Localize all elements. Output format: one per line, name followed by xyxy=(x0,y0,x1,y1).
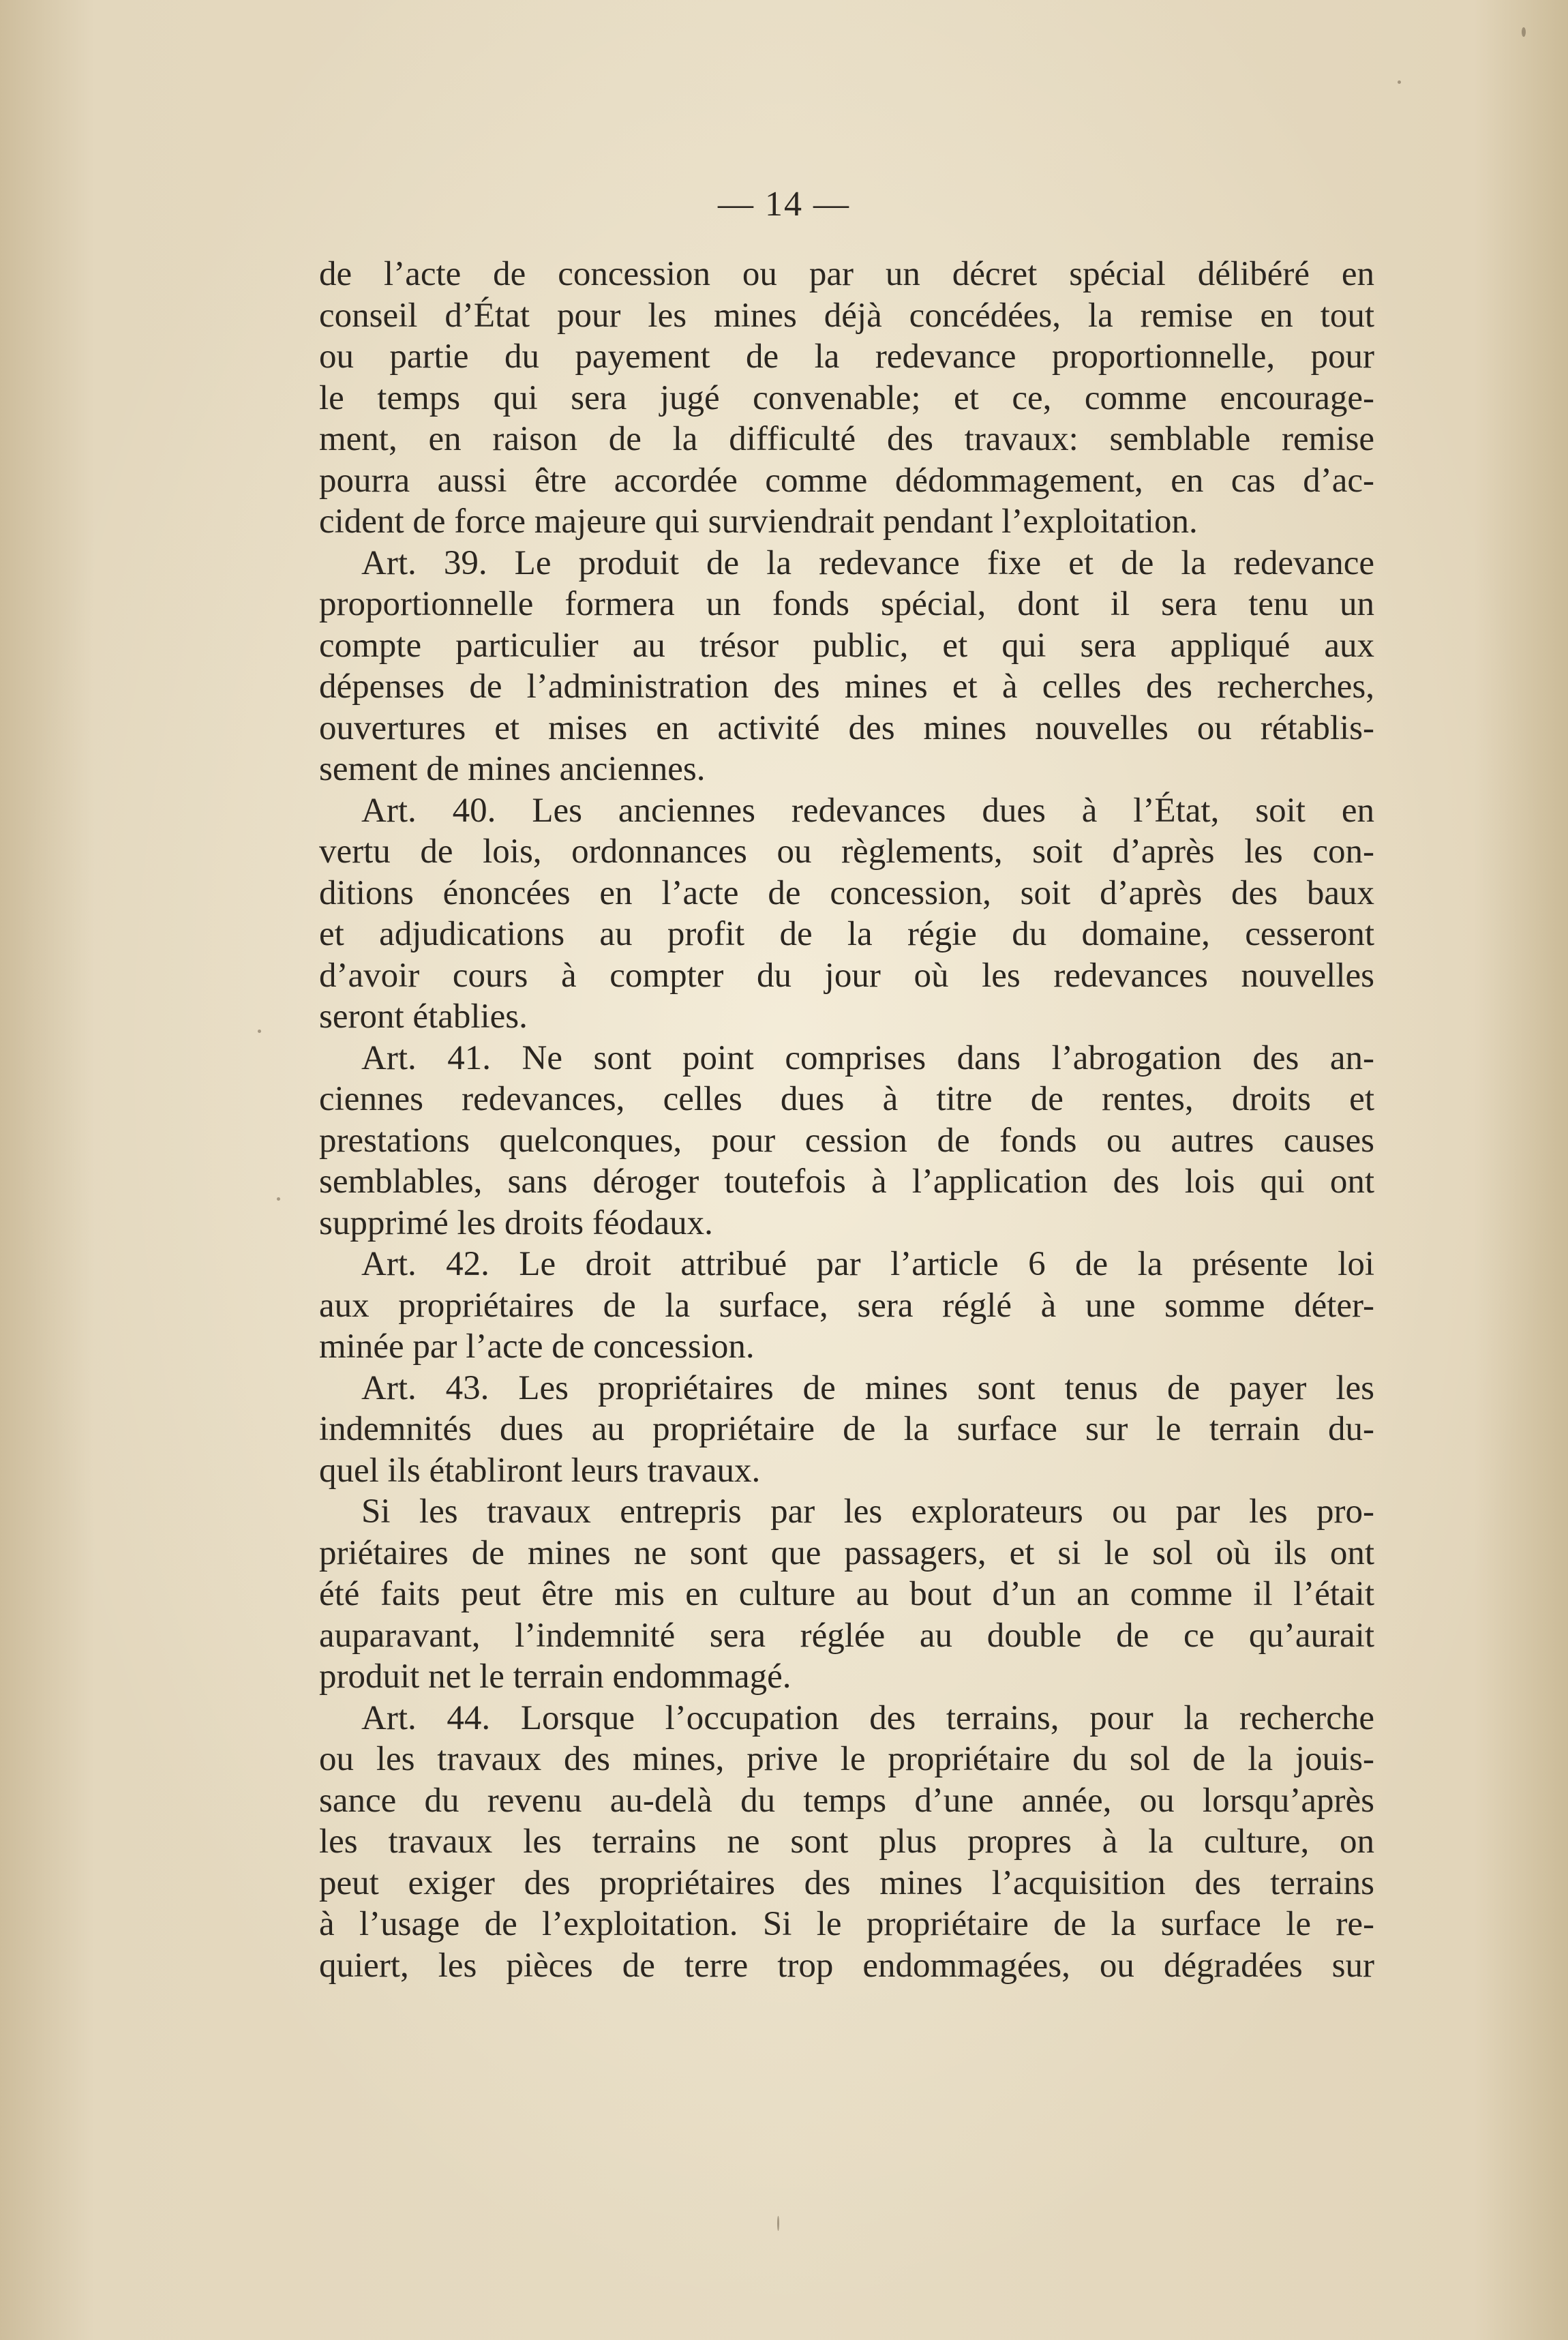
text-line: indemnités dues au propriétaire de la surface sur le terrain du- xyxy=(319,1410,1374,1448)
text-line: semblables, sans déroger toutefois à l’application des lois qui ont xyxy=(319,1162,1374,1201)
text-line: ouvertures et mises en activité des mines nouvelles ou rétablis- xyxy=(319,708,1374,747)
text-line: dépenses de l’administration des mines et à celles des recherches, xyxy=(319,668,1374,706)
text-line: ment, en raison de la difficulté des travaux: semblable remise xyxy=(319,420,1374,458)
text-line: quel ils établiront leurs travaux. xyxy=(319,1451,761,1490)
text-line: sance du revenu au-delà du temps d’une année, ou lorsqu’après xyxy=(319,1781,1374,1820)
paper-speck xyxy=(277,1197,280,1201)
text-line: et adjudications au profit de la régie du domaine, cesseront xyxy=(319,915,1374,953)
text-line: Art. 39. Le produit de la redevance fixe et de la redevance xyxy=(361,543,1374,582)
text-line: compte particulier au trésor public, et qui sera appliqué aux xyxy=(319,626,1374,665)
text-line: ou partie du payement de la redevance proportionnelle, pour xyxy=(319,338,1374,376)
text-line: supprimé les droits féodaux. xyxy=(319,1203,713,1242)
text-line: aux propriétaires de la surface, sera réglé à une somme déter- xyxy=(319,1286,1374,1325)
text-line: vertu de lois, ordonnances ou règlements, soit d’après les con- xyxy=(319,832,1374,871)
text-line: d’avoir cours à compter du jour où les redevances nouvelles xyxy=(319,956,1374,995)
text-line: Si les travaux entrepris par les explorateurs ou par les pro- xyxy=(361,1492,1374,1531)
text-line: été faits peut être mis en culture au bout d’un an comme il l’était xyxy=(319,1575,1374,1613)
text-line: Art. 44. Lorsque l’occupation des terrains, pour la recherche xyxy=(361,1698,1374,1737)
text-line: ditions énoncées en l’acte de concession, soit d’après des baux xyxy=(319,873,1374,912)
text-line: conseil d’État pour les mines déjà concédées, la remise en tout xyxy=(319,296,1374,335)
text-line: produit net le terrain endommagé. xyxy=(319,1657,791,1696)
paper-speck xyxy=(1522,27,1526,37)
text-line: Art. 42. Le droit attribué par l’article 6 de la présente loi xyxy=(361,1245,1374,1283)
paper-speck xyxy=(258,1030,261,1033)
text-line: priétaires de mines ne sont que passagers, et si le sol où ils ont xyxy=(319,1533,1374,1572)
text-line: prestations quelconques, pour cession de fonds ou autres causes xyxy=(319,1121,1374,1160)
text-line: quiert, les pièces de terre trop endommagées, ou dégradées sur xyxy=(319,1946,1374,1985)
paper-speck xyxy=(777,2216,779,2231)
text-line: ciennes redevances, celles dues à titre de rentes, droits et xyxy=(319,1080,1374,1118)
text-line: peut exiger des propriétaires des mines l’acquisition des terrains xyxy=(319,1863,1374,1902)
text-line: auparavant, l’indemnité sera réglée au double de ce qu’aurait xyxy=(319,1616,1374,1655)
page-number: — 14 — xyxy=(718,185,850,224)
text-line: Art. 41. Ne sont point comprises dans l’abrogation des an- xyxy=(361,1038,1374,1077)
text-line: minée par l’acte de concession. xyxy=(319,1328,755,1366)
text-line: le temps qui sera jugé convenable; et ce, comme encourage- xyxy=(319,378,1374,417)
text-line: Art. 43. Les propriétaires de mines sont tenus de payer les xyxy=(361,1368,1374,1407)
paper-speck xyxy=(1398,80,1401,84)
text-line: sement de mines anciennes. xyxy=(319,750,706,788)
text-line: Art. 40. Les anciennes redevances dues à l’État, soit en xyxy=(361,791,1374,830)
text-line: cident de force majeure qui surviendrait pendant l’exploitation. xyxy=(319,502,1198,541)
text-line: proportionnelle formera un fonds spécial, dont il sera tenu un xyxy=(319,585,1374,623)
text-line: à l’usage de l’exploitation. Si le propriétaire de la surface le re- xyxy=(319,1905,1374,1943)
body-text xyxy=(319,254,1374,1986)
text-line: pourra aussi être accordée comme dédommagement, en cas d’ac- xyxy=(319,461,1374,500)
text-line: les travaux les terrains ne sont plus propres à la culture, on xyxy=(319,1822,1374,1861)
text-line: ou les travaux des mines, prive le propriétaire du sol de la jouis- xyxy=(319,1740,1374,1778)
text-line: seront établies. xyxy=(319,997,528,1036)
text-line: de l’acte de concession ou par un décret spécial délibéré en xyxy=(319,255,1374,293)
